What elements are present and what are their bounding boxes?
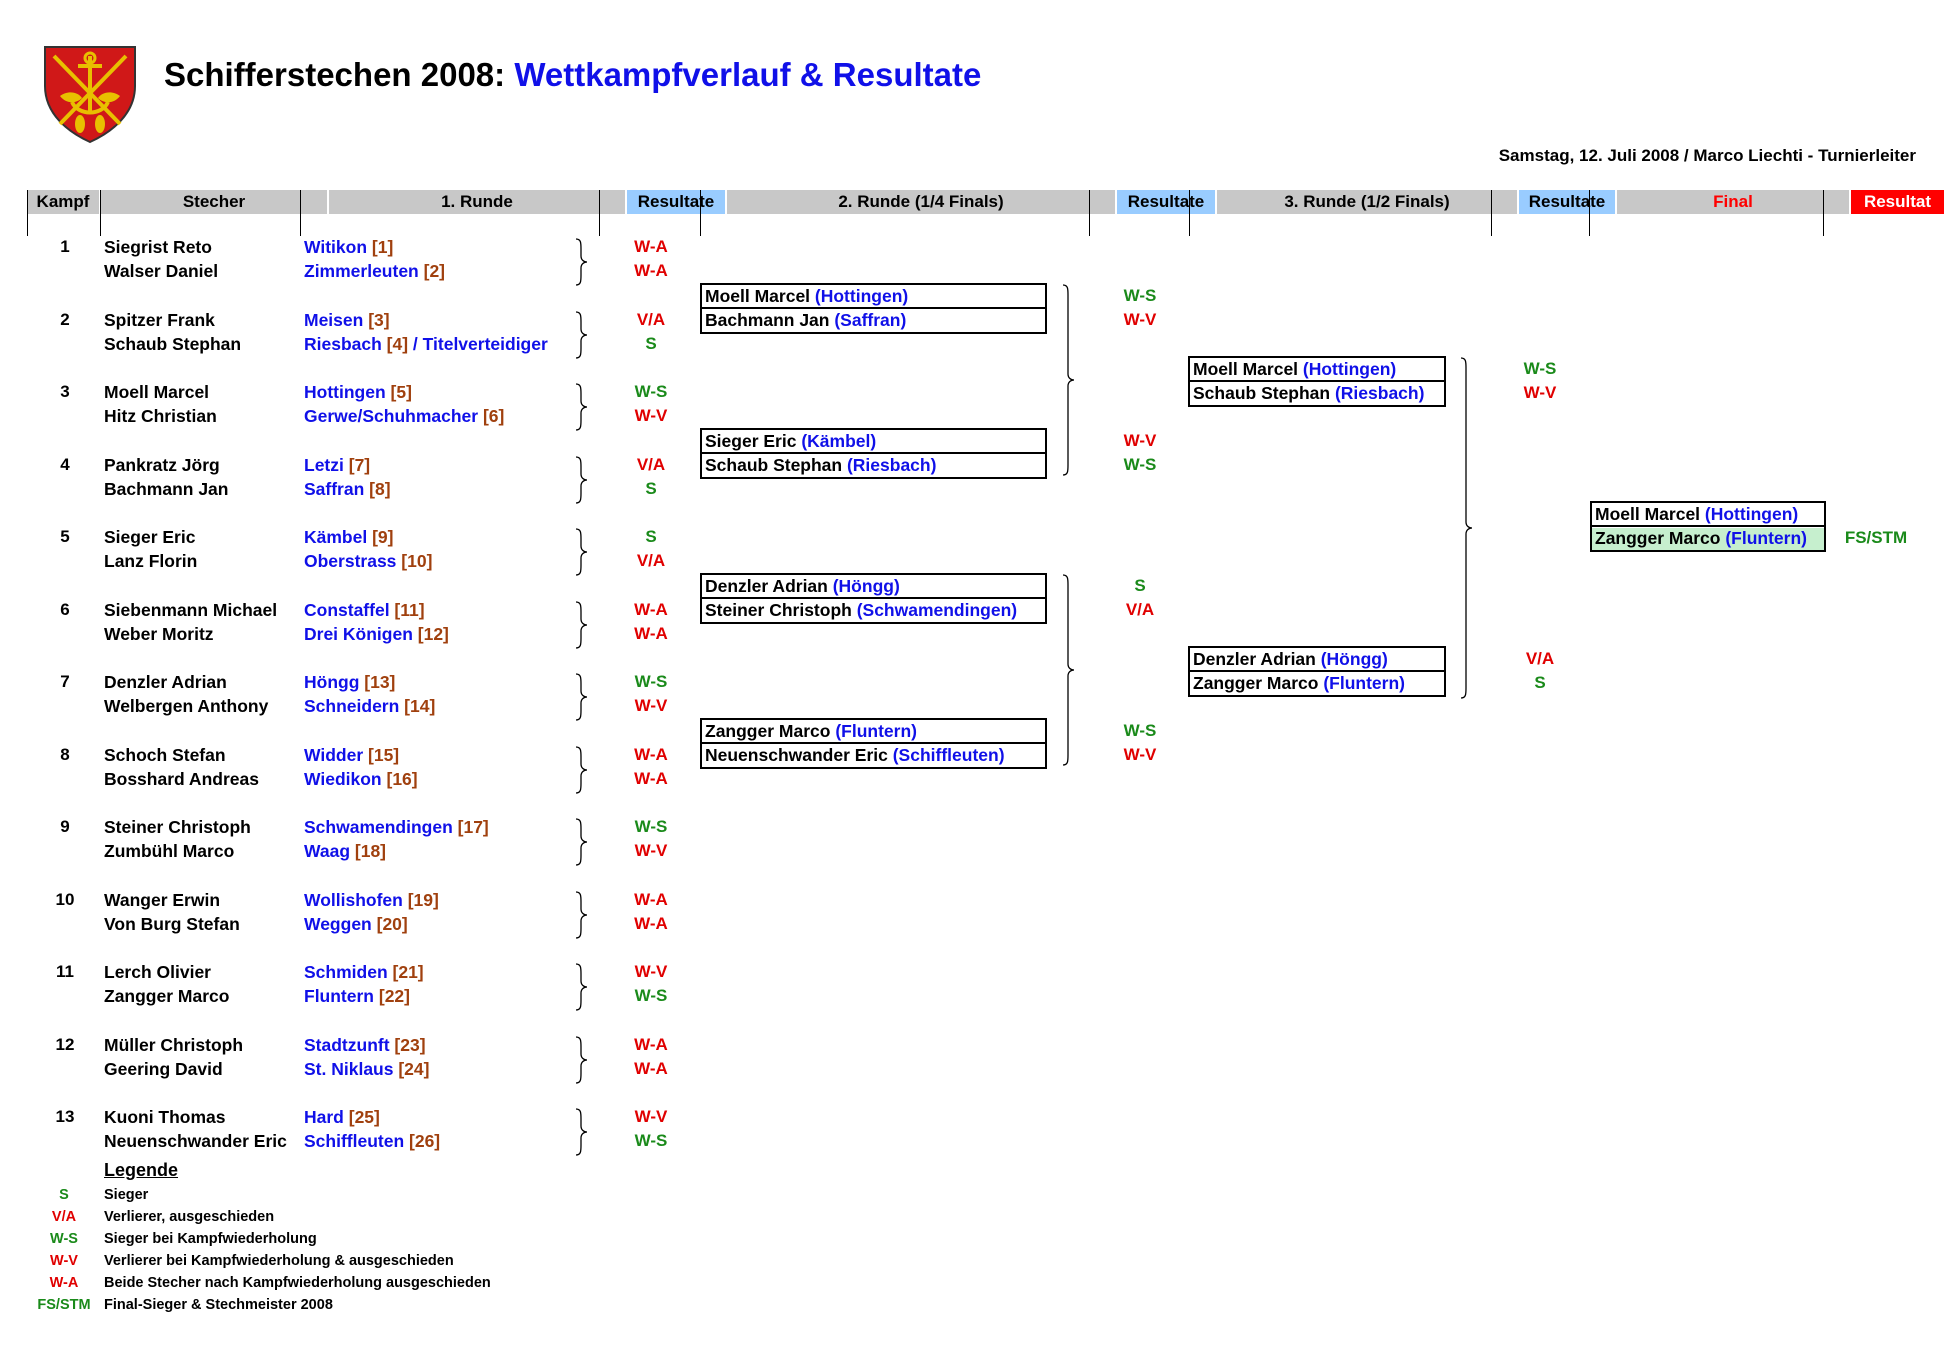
competitor-name: Steiner Christoph bbox=[705, 600, 857, 620]
club-name: (Fluntern) bbox=[835, 721, 917, 741]
result-code: W-S bbox=[634, 382, 668, 401]
bracket-box bbox=[700, 573, 1047, 624]
result-code: W-V bbox=[634, 841, 668, 860]
competitor-name: Siegrist Reto bbox=[104, 237, 212, 257]
club-name: (Fluntern) bbox=[1725, 528, 1807, 548]
competitor-name: Zangger Marco bbox=[1193, 673, 1324, 693]
competitor-name: Bachmann Jan bbox=[104, 478, 229, 499]
result-code: W-V bbox=[634, 406, 668, 425]
match-number: 2 bbox=[60, 309, 70, 329]
competitor-club bbox=[304, 962, 424, 983]
competitor-club bbox=[304, 527, 393, 548]
competitor-name: Schoch Stefan bbox=[104, 744, 226, 765]
bracket-divider bbox=[1190, 380, 1444, 382]
competitor-club bbox=[304, 406, 504, 427]
match-number: 7 bbox=[60, 672, 70, 691]
column-divider bbox=[1823, 190, 1824, 236]
bracket-entry bbox=[705, 285, 908, 307]
competitor-club bbox=[304, 334, 548, 355]
result-code: W-S bbox=[1123, 721, 1157, 740]
match-brace bbox=[575, 602, 589, 648]
match-brace bbox=[575, 1109, 589, 1155]
club-name: Schneidern bbox=[304, 696, 400, 716]
column-divider bbox=[1089, 190, 1090, 236]
match-number: 12 bbox=[55, 1034, 75, 1054]
match-number: 1 bbox=[60, 237, 70, 256]
competitor-name: Zangger Marco bbox=[705, 721, 836, 741]
bracket-entry bbox=[1193, 382, 1424, 404]
legend-title: Legende bbox=[104, 1160, 179, 1180]
competitor-club bbox=[304, 672, 395, 693]
final-entry bbox=[1595, 527, 1807, 549]
result-code: W-S bbox=[634, 817, 668, 836]
competitor-name: Siebenmann Michael bbox=[104, 599, 278, 620]
seed-number: [6] bbox=[478, 406, 505, 426]
result-code: W-A bbox=[634, 1058, 668, 1078]
club-name: (Hottingen) bbox=[1302, 359, 1397, 379]
match-brace bbox=[575, 964, 589, 1010]
match-number: 13 bbox=[55, 1107, 75, 1126]
seed-number: [17] bbox=[452, 817, 489, 837]
result-code: V/A bbox=[636, 309, 666, 329]
bracket-divider bbox=[702, 452, 1045, 454]
result-code: W-A bbox=[634, 623, 668, 643]
bracket-entry bbox=[1193, 358, 1396, 380]
page-title bbox=[164, 56, 981, 94]
title-main: Schifferstechen 2008: bbox=[164, 56, 506, 93]
competitor-name: Geering David bbox=[104, 1058, 223, 1079]
competitor-name: Welbergen Anthony bbox=[104, 696, 269, 716]
match-brace bbox=[575, 312, 589, 358]
header-final: Final bbox=[1617, 190, 1849, 214]
seed-number: [15] bbox=[363, 744, 400, 765]
bracket-entry bbox=[705, 575, 900, 597]
result-code: W-V bbox=[1123, 745, 1157, 764]
bracket-divider bbox=[702, 597, 1045, 599]
competitor-club bbox=[304, 1131, 440, 1152]
result-code: W-A bbox=[634, 261, 668, 280]
column-divider bbox=[1491, 190, 1492, 236]
competitor-name: Weber Moritz bbox=[104, 623, 214, 644]
match-brace bbox=[575, 892, 589, 938]
legend-text: Verlierer, ausgeschieden bbox=[104, 1209, 275, 1225]
legend-key: W-S bbox=[50, 1231, 78, 1247]
club-name: (Hottingen) bbox=[814, 286, 909, 306]
competitor-name: Steiner Christoph bbox=[104, 817, 251, 837]
bracket-divider bbox=[1190, 670, 1444, 672]
result-code: W-A bbox=[634, 599, 668, 619]
club-name: Schwamendingen bbox=[304, 817, 453, 837]
seed-number: [7] bbox=[343, 454, 371, 475]
match-brace bbox=[575, 457, 589, 503]
competitor-name: Schaub Stephan bbox=[1193, 383, 1335, 403]
competitor-club bbox=[304, 455, 370, 476]
result-code: W-V bbox=[1123, 431, 1157, 450]
result-code: S bbox=[1534, 673, 1546, 692]
seed-number: [14] bbox=[399, 696, 436, 716]
match-brace bbox=[575, 747, 589, 793]
club-name: (Hottingen) bbox=[1704, 504, 1799, 524]
result-code: W-A bbox=[634, 768, 668, 788]
competitor-name: Zangger Marco bbox=[104, 986, 230, 1006]
result-code: W-A bbox=[634, 889, 668, 909]
column-divider bbox=[100, 190, 101, 236]
match-brace bbox=[575, 674, 589, 720]
quarterfinal-brace bbox=[1062, 575, 1076, 765]
club-name: Schiffleuten bbox=[304, 1131, 405, 1151]
club-name: (Saffran) bbox=[834, 310, 907, 330]
result-code: W-V bbox=[634, 962, 668, 981]
competitor-club bbox=[304, 479, 391, 500]
seed-number: [19] bbox=[402, 889, 439, 910]
match-brace bbox=[575, 1037, 589, 1083]
seed-number: [21] bbox=[387, 962, 424, 982]
column-divider bbox=[1189, 190, 1190, 236]
legend-text: Final-Sieger & Stechmeister 2008 bbox=[104, 1297, 333, 1313]
seed-number: [10] bbox=[396, 551, 433, 571]
result-code: W-V bbox=[1123, 310, 1157, 329]
club-name: Weggen bbox=[304, 913, 372, 934]
seed-number: [5] bbox=[385, 382, 412, 402]
header-round2: 2. Runde (1/4 Finals) bbox=[727, 190, 1115, 214]
competitor-name: Von Burg Stefan bbox=[104, 913, 240, 934]
coat-of-arms-logo bbox=[42, 44, 138, 144]
bracket-divider bbox=[702, 307, 1045, 309]
bracket-box bbox=[1188, 356, 1446, 407]
match-brace bbox=[575, 819, 589, 865]
legend-key: W-A bbox=[49, 1275, 79, 1291]
result-code: W-S bbox=[634, 1131, 668, 1150]
match-number: 5 bbox=[60, 527, 70, 546]
competitor-name: Moell Marcel bbox=[1595, 504, 1705, 524]
result-code: W-A bbox=[634, 913, 668, 933]
result-code: V/A bbox=[636, 551, 666, 570]
bracket-box bbox=[1188, 646, 1446, 697]
seed-number: [3] bbox=[363, 309, 390, 330]
competitor-name: Bosshard Andreas bbox=[104, 768, 259, 789]
club-name: Wollishofen bbox=[304, 889, 403, 910]
bracket-entry bbox=[705, 430, 876, 452]
competitor-name: Moell Marcel bbox=[705, 286, 815, 306]
match-number: 9 bbox=[60, 817, 70, 836]
match-number: 10 bbox=[55, 889, 75, 909]
result-code: S bbox=[645, 333, 657, 353]
column-divider bbox=[700, 190, 701, 236]
competitor-name: Pankratz Jörg bbox=[104, 454, 220, 475]
result-code: W-V bbox=[634, 1107, 668, 1126]
competitor-name: Sieger Eric bbox=[104, 527, 196, 547]
competitor-name: Denzler Adrian bbox=[1193, 649, 1321, 669]
competitor-name: Moell Marcel bbox=[104, 382, 210, 402]
result-code: S bbox=[645, 527, 657, 546]
club-name: (Riesbach) bbox=[846, 455, 937, 475]
bracket-entry bbox=[1193, 648, 1388, 670]
club-name: Wiedikon bbox=[304, 768, 382, 789]
club-name: Hottingen bbox=[304, 382, 386, 402]
seed-number: [13] bbox=[359, 672, 396, 692]
header-results2: Resultate bbox=[1117, 190, 1215, 214]
result-code: W-A bbox=[634, 744, 668, 764]
quarterfinal-brace bbox=[1062, 285, 1076, 475]
competitor-club bbox=[304, 696, 435, 717]
competitor-name: Denzler Adrian bbox=[705, 576, 833, 596]
competitor-name: Zangger Marco bbox=[1595, 528, 1726, 548]
result-code: W-A bbox=[634, 1034, 668, 1054]
bracket-divider bbox=[702, 742, 1045, 744]
competitor-club bbox=[304, 1035, 426, 1056]
seed-number: [9] bbox=[367, 527, 394, 547]
club-name: (Riesbach) bbox=[1334, 383, 1425, 403]
competitor-club bbox=[304, 914, 408, 935]
result-code: W-S bbox=[1123, 455, 1157, 474]
bracket-entry bbox=[705, 454, 936, 476]
result-code: W-S bbox=[1523, 359, 1557, 378]
competitor-name: Denzler Adrian bbox=[104, 672, 227, 692]
competitor-club bbox=[304, 551, 432, 572]
header-round3: 3. Runde (1/2 Finals) bbox=[1217, 190, 1517, 214]
seed-number: [1] bbox=[367, 237, 394, 257]
match-number: 11 bbox=[56, 962, 74, 981]
result-code: V/A bbox=[636, 454, 666, 474]
legend-text: Sieger bbox=[104, 1187, 149, 1203]
competitor-name: Zumbühl Marco bbox=[104, 841, 235, 861]
final-result: FS/STM bbox=[1844, 528, 1908, 547]
seed-number: [12] bbox=[412, 623, 449, 644]
result-code: W-A bbox=[634, 237, 668, 256]
legend-text: Beide Stecher nach Kampfwiederholung ausgeschieden bbox=[104, 1275, 491, 1291]
competitor-club bbox=[304, 1059, 429, 1080]
club-name: Letzi bbox=[304, 454, 344, 475]
final-entry bbox=[1595, 503, 1798, 525]
header-results3: Resultate bbox=[1519, 190, 1615, 214]
legend-key: W-V bbox=[50, 1253, 78, 1269]
competitor-name: Spitzer Frank bbox=[104, 309, 215, 330]
match-brace bbox=[575, 239, 589, 285]
bracket-entry bbox=[705, 720, 917, 742]
bracket-box bbox=[700, 428, 1047, 479]
competitor-club bbox=[304, 817, 489, 838]
competitor-name: Bachmann Jan bbox=[705, 310, 835, 330]
legend-key: V/A bbox=[51, 1209, 77, 1225]
column-divider bbox=[1589, 190, 1590, 236]
seed-number: [11] bbox=[389, 599, 425, 620]
club-name: Schmiden bbox=[304, 962, 388, 982]
competitor-club bbox=[304, 890, 439, 911]
legend-text: Verlierer bei Kampfwiederholung & ausgeschieden bbox=[104, 1253, 454, 1269]
result-code: S bbox=[645, 478, 657, 498]
seed-number: [18] bbox=[350, 841, 387, 861]
semifinal-brace bbox=[1460, 358, 1474, 698]
result-code: W-S bbox=[1123, 286, 1157, 305]
seed-number: [8] bbox=[364, 478, 391, 499]
club-name: Oberstrass bbox=[304, 551, 397, 571]
club-name: (Höngg) bbox=[1320, 649, 1388, 669]
header-results1: Resultate bbox=[627, 190, 725, 214]
seed-number: [2] bbox=[418, 261, 445, 281]
seed-number: [25] bbox=[343, 1107, 380, 1127]
seed-number: [20] bbox=[371, 913, 408, 934]
competitor-club bbox=[304, 841, 386, 862]
match-number: 6 bbox=[60, 599, 70, 619]
club-name: Fluntern bbox=[304, 986, 374, 1006]
legend-key: S bbox=[59, 1187, 69, 1203]
bracket-entry bbox=[705, 744, 1005, 766]
seed-number: [24] bbox=[393, 1058, 430, 1079]
club-name: (Schiffleuten) bbox=[892, 745, 1005, 765]
result-code: W-V bbox=[634, 696, 668, 715]
competitor-name: Lanz Florin bbox=[104, 551, 198, 571]
club-name: Hard bbox=[304, 1107, 344, 1127]
club-name: Drei Königen bbox=[304, 623, 413, 644]
competitor-club bbox=[304, 1107, 380, 1128]
competitor-name: Kuoni Thomas bbox=[104, 1107, 226, 1127]
competitor-name: Schaub Stephan bbox=[705, 455, 847, 475]
club-name: St. Niklaus bbox=[304, 1058, 394, 1079]
club-name: Waag bbox=[304, 841, 351, 861]
column-divider bbox=[599, 190, 600, 236]
bracket-box bbox=[700, 718, 1047, 769]
match-number: 3 bbox=[60, 382, 70, 401]
bracket-entry bbox=[705, 599, 1017, 621]
result-code: S bbox=[1134, 576, 1146, 595]
club-name: Riesbach bbox=[304, 333, 382, 354]
competitor-club bbox=[304, 769, 418, 790]
competitor-club bbox=[304, 745, 399, 766]
seed-number: [26] bbox=[404, 1131, 441, 1151]
title-highlight: Wettkampfverlauf & Resultate bbox=[514, 56, 982, 93]
club-name: Saffran bbox=[304, 478, 365, 499]
competitor-name: Neuenschwander Eric bbox=[104, 1131, 287, 1151]
club-name: Widder bbox=[304, 744, 364, 765]
result-code: W-S bbox=[634, 986, 668, 1005]
club-name: Witikon bbox=[304, 237, 368, 257]
club-name: Kämbel bbox=[304, 527, 368, 547]
bracket-divider bbox=[1592, 525, 1824, 527]
competitor-name: Moell Marcel bbox=[1193, 359, 1303, 379]
header-stecher: Stecher bbox=[101, 190, 327, 214]
club-name: Constaffel bbox=[304, 599, 390, 620]
seed-number: [16] bbox=[381, 768, 418, 789]
competitor-name: Sieger Eric bbox=[705, 431, 802, 451]
header-round1: 1. Runde bbox=[329, 190, 625, 214]
column-divider bbox=[300, 190, 301, 236]
match-number: 4 bbox=[60, 454, 70, 474]
competitor-name: Hitz Christian bbox=[104, 406, 217, 426]
competitor-club bbox=[304, 382, 412, 403]
final-box bbox=[1590, 501, 1826, 552]
competitor-club bbox=[304, 310, 390, 331]
bracket-box bbox=[700, 283, 1047, 334]
competitor-club bbox=[304, 600, 425, 621]
seed-number: [22] bbox=[374, 986, 410, 1006]
table-header bbox=[27, 190, 1932, 214]
seed-number: [23] bbox=[389, 1034, 426, 1055]
header-kampf: Kampf bbox=[27, 190, 99, 214]
column-divider bbox=[27, 190, 28, 236]
competitor-club bbox=[304, 261, 445, 282]
club-name: Meisen bbox=[304, 309, 364, 330]
club-name: Gerwe/Schuhmacher bbox=[304, 406, 479, 426]
result-code: W-V bbox=[1523, 383, 1557, 402]
match-brace bbox=[575, 384, 589, 430]
legend-text: Sieger bei Kampfwiederholung bbox=[104, 1231, 317, 1247]
competitor-name: Schaub Stephan bbox=[104, 333, 242, 354]
result-code: V/A bbox=[1525, 649, 1555, 668]
competitor-club bbox=[304, 624, 449, 645]
title-holder-note: / Titelverteidiger bbox=[408, 333, 548, 354]
club-name: (Kämbel) bbox=[801, 431, 877, 451]
match-number: 8 bbox=[60, 744, 70, 764]
event-date-and-director: Samstag, 12. Juli 2008 / Marco Liechti - Turnierleiter bbox=[1498, 146, 1916, 165]
legend-key: FS/STM bbox=[37, 1297, 91, 1313]
result-code: V/A bbox=[1125, 600, 1155, 619]
club-name: Höngg bbox=[304, 672, 360, 692]
competitor-name: Walser Daniel bbox=[104, 261, 219, 281]
bracket-entry bbox=[1193, 672, 1405, 694]
bracket-entry bbox=[705, 309, 906, 331]
competitor-name: Wanger Erwin bbox=[104, 889, 221, 910]
result-code: W-S bbox=[634, 672, 668, 691]
seed-number: [4] bbox=[381, 333, 409, 354]
club-name: Zimmerleuten bbox=[304, 261, 419, 281]
competitor-club bbox=[304, 237, 393, 258]
club-name: (Höngg) bbox=[832, 576, 900, 596]
competitor-name: Lerch Olivier bbox=[104, 962, 211, 982]
header-resultat: Resultat bbox=[1851, 190, 1944, 214]
club-name: (Fluntern) bbox=[1323, 673, 1405, 693]
competitor-club bbox=[304, 986, 410, 1007]
club-name: (Schwamendingen) bbox=[856, 600, 1018, 620]
match-brace bbox=[575, 529, 589, 575]
competitor-name: Neuenschwander Eric bbox=[705, 745, 893, 765]
competitor-name: Müller Christoph bbox=[104, 1034, 244, 1055]
club-name: Stadtzunft bbox=[304, 1034, 390, 1055]
